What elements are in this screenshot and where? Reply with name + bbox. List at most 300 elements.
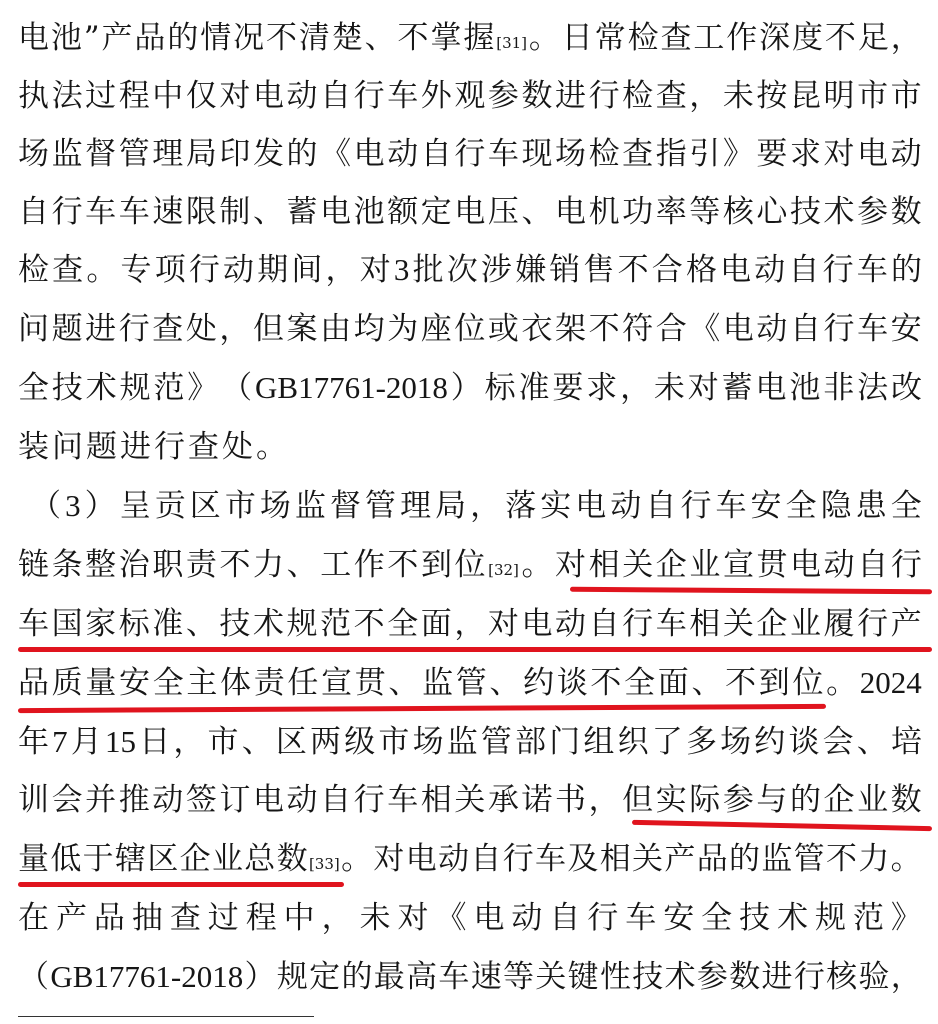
text-segment: 技 — [219, 606, 251, 642]
text-segment: 技 — [632, 959, 664, 995]
text-segment: ” — [83, 20, 100, 56]
text-segment: 织 — [617, 724, 649, 760]
text-segment: 动 — [286, 78, 318, 114]
text-segment: 术 — [85, 370, 117, 406]
text-segment: 查 — [660, 20, 692, 56]
text-segment: 安 — [890, 311, 922, 347]
text-segment: ） — [244, 959, 276, 995]
text-segment: 规 — [276, 959, 308, 995]
text-segment: 电 — [405, 841, 437, 877]
text-segment: 指 — [655, 136, 687, 172]
text-segment: 深 — [759, 20, 791, 56]
text-segment: 未 — [722, 78, 754, 114]
text-segment: 呈 — [119, 488, 151, 524]
text-segment: 总 — [244, 841, 276, 877]
text-segment: 贯 — [354, 665, 386, 701]
text-segment: 患 — [855, 488, 887, 524]
text-segment: 案 — [286, 311, 318, 347]
text-segment: 》 — [187, 370, 219, 406]
text-segment: 面 — [420, 606, 452, 642]
text-segment: 贡 — [154, 488, 186, 524]
text-segment: 数 — [729, 959, 761, 995]
text-segment: 技 — [789, 194, 821, 230]
text-segment: 场 — [412, 724, 444, 760]
text-line-5 — [18, 250, 922, 290]
text-segment: 由 — [320, 311, 352, 347]
text-segment: 自 — [320, 782, 352, 818]
text-segment: 了 — [651, 724, 683, 760]
text-segment: 力 — [858, 841, 890, 877]
text-segment: 全 — [18, 370, 49, 406]
text-segment: GB17761-2018 — [50, 959, 244, 994]
text-segment: 业 — [211, 841, 243, 877]
text-segment: 电 — [790, 547, 822, 583]
text-segment: 到 — [758, 665, 790, 701]
text-segment: 行 — [622, 606, 654, 642]
text-segment: 自 — [588, 606, 620, 642]
text-segment: 7 — [52, 724, 68, 759]
text-segment: 培 — [890, 724, 922, 760]
text-segment: 行 — [188, 252, 220, 288]
text-segment: 进 — [85, 311, 117, 347]
text-segment: 任 — [287, 665, 319, 701]
text-segment: 对 — [687, 370, 719, 406]
text-segment: 按 — [756, 78, 788, 114]
text-segment: 数 — [521, 78, 553, 114]
text-segment: 场 — [259, 488, 291, 524]
text-segment: 力 — [253, 547, 285, 583]
text-segment: 嫌 — [515, 252, 547, 288]
text-segment: 、 — [691, 665, 723, 701]
text-segment: 车 — [857, 311, 889, 347]
text-segment: 法 — [857, 370, 889, 406]
text-segment: 3 — [393, 252, 410, 287]
text-segment: 技 — [739, 900, 771, 936]
text-segment: 观 — [454, 78, 486, 114]
text-segment: 际 — [689, 782, 721, 818]
text-segment: 国 — [51, 606, 83, 642]
text-segment: 准 — [518, 370, 550, 406]
text-segment: 车 — [387, 782, 419, 818]
text-segment: 电 — [320, 194, 352, 230]
text-segment: 监 — [51, 136, 83, 172]
text-segment: 品 — [18, 665, 49, 701]
text-segment: 速 — [152, 194, 184, 230]
text-segment: 场 — [720, 724, 752, 760]
text-segment: 中 — [152, 78, 184, 114]
text-segment: 局 — [435, 488, 467, 524]
text-segment: 家 — [85, 606, 117, 642]
text-segment: 工 — [320, 547, 352, 583]
text-segment: 管 — [480, 724, 512, 760]
text-segment: 改 — [890, 370, 922, 406]
text-segment: 间 — [291, 252, 323, 288]
text-segment: 中 — [283, 900, 315, 936]
text-segment: 市 — [224, 488, 256, 524]
text-segment: 产 — [890, 606, 922, 642]
text-segment: 条 — [51, 547, 83, 583]
text-segment: 谈 — [788, 724, 820, 760]
text-segment: 订 — [219, 782, 251, 818]
text-segment: 。 — [341, 841, 373, 877]
text-segment: 电 — [521, 606, 553, 642]
text-segment: 的 — [167, 20, 199, 56]
text-segment: 池 — [353, 194, 385, 230]
text-segment: 动 — [286, 782, 318, 818]
text-segment: 市 — [207, 724, 239, 760]
text-segment: （ — [30, 488, 62, 524]
text-segment: ， — [620, 370, 652, 406]
text-segment: 行 — [353, 782, 385, 818]
text-segment: 企 — [823, 782, 855, 818]
text-segment: 程 — [245, 900, 277, 936]
text-segment: 监 — [446, 724, 478, 760]
text-segment: 压 — [487, 194, 519, 230]
text-segment: 技 — [51, 370, 83, 406]
text-segment: ， — [321, 900, 353, 936]
text-segment: 关 — [535, 959, 567, 995]
text-segment: 责 — [185, 547, 217, 583]
text-segment: 监 — [294, 488, 326, 524]
text-segment: 准 — [152, 606, 184, 642]
text-segment: 况 — [233, 20, 265, 56]
text-segment: 不 — [590, 665, 622, 701]
text-segment: 业 — [857, 782, 889, 818]
text-line-6 — [18, 309, 922, 349]
text-segment: 、 — [286, 547, 318, 583]
text-segment: 对 — [373, 841, 405, 877]
text-segment: ， — [173, 724, 205, 760]
text-segment: 。 — [826, 665, 858, 701]
text-segment: 现 — [521, 136, 553, 172]
text-segment: 昆 — [789, 78, 821, 114]
text-segment: 范 — [153, 370, 185, 406]
text-segment: 查 — [622, 136, 654, 172]
text-segment: 非 — [823, 370, 855, 406]
text-segment: 诺 — [521, 782, 553, 818]
text-segment: 常 — [594, 20, 626, 56]
text-segment: 业 — [689, 547, 721, 583]
text-segment: 产 — [101, 20, 133, 56]
text-segment: 动 — [610, 488, 642, 524]
text-segment: 月 — [70, 724, 102, 760]
text-segment: 门 — [549, 724, 581, 760]
text-segment: 品 — [134, 20, 166, 56]
text-segment: 法 — [51, 78, 83, 114]
text-segment: 行 — [353, 78, 385, 114]
text-segment: 、 — [489, 665, 521, 701]
text-segment: 市 — [890, 78, 922, 114]
text-segment: 会 — [51, 782, 83, 818]
text-segment: 行 — [454, 136, 486, 172]
text-segment: 对 — [397, 900, 429, 936]
text-segment: 参 — [857, 194, 889, 230]
text-segment: 率 — [655, 194, 687, 230]
text-segment: 池 — [789, 370, 821, 406]
text-segment: 不 — [617, 252, 649, 288]
text-segment: 的 — [890, 252, 922, 288]
text-segment: 或 — [487, 311, 519, 347]
text-segment: ， — [325, 252, 357, 288]
text-segment: 情 — [200, 20, 232, 56]
text-segment: 题 — [51, 311, 83, 347]
text-segment: 3 — [65, 488, 81, 523]
text-segment: 谈 — [556, 665, 588, 701]
text-segment: 自 — [788, 252, 820, 288]
text-segment: 动 — [438, 841, 470, 877]
text-segment: 电 — [252, 78, 284, 114]
text-segment: GB17761-2018 — [255, 370, 448, 405]
text-segment: 、 — [388, 665, 420, 701]
text-segment: ， — [470, 488, 502, 524]
text-segment: 标 — [118, 606, 150, 642]
text-segment: 不 — [397, 20, 429, 56]
text-segment: 合 — [655, 311, 687, 347]
text-segment: 。 — [521, 547, 553, 583]
text-segment: 位 — [454, 547, 486, 583]
text-segment: 清 — [298, 20, 330, 56]
text-segment: 隐 — [820, 488, 852, 524]
text-segment: 自 — [789, 311, 821, 347]
text-segment: 。 — [528, 20, 560, 56]
text-line-14 — [18, 780, 922, 820]
text-segment: 数 — [890, 782, 922, 818]
text-segment: 动 — [511, 900, 543, 936]
text-segment: 全 — [624, 665, 656, 701]
text-segment: 约 — [523, 665, 555, 701]
text-segment: 范 — [320, 606, 352, 642]
text-segment: 术 — [252, 606, 284, 642]
text-segment: 区 — [275, 724, 307, 760]
text-segment: 《 — [435, 900, 467, 936]
text-segment: 不 — [725, 665, 757, 701]
text-segment: 位 — [792, 665, 824, 701]
text-segment: 动 — [823, 547, 855, 583]
text-segment: 企 — [179, 841, 211, 877]
text-segment: 不 — [387, 547, 419, 583]
text-line-10: 链 条 整 治 职 责 不 力 、 工 作 不 到 位 [32] 。 对 相 关 企 业 宣 贯 电 动 自 行 — [18, 547, 922, 583]
text-segment: 量 — [85, 665, 117, 701]
text-segment: 对 — [823, 136, 855, 172]
text-segment: 自 — [470, 841, 502, 877]
text-segment: 度 — [792, 20, 824, 56]
text-segment: 对 — [555, 547, 587, 583]
text-segment: 印 — [219, 136, 251, 172]
text-segment: 期 — [257, 252, 289, 288]
text-segment: 》 — [722, 136, 754, 172]
text-segment: 不 — [588, 311, 620, 347]
text-segment: ， — [454, 606, 486, 642]
text-segment: 限 — [185, 194, 217, 230]
text-segment: 全 — [387, 606, 419, 642]
text-line-4 — [18, 192, 922, 232]
text-segment: 对 — [487, 606, 519, 642]
text-segment: 查 — [169, 900, 201, 936]
text-segment: 整 — [85, 547, 117, 583]
text-segment: 握 — [463, 20, 495, 56]
text-segment: 专 — [120, 252, 152, 288]
text-segment: 未 — [653, 370, 685, 406]
text-segment: 动 — [223, 252, 255, 288]
text-segment: 速 — [470, 959, 502, 995]
text-segment: 行 — [680, 488, 712, 524]
text-segment: 不 — [826, 841, 857, 877]
text-segment: 电 — [720, 252, 752, 288]
text-segment: 宣 — [722, 547, 754, 583]
text-segment: 主 — [186, 665, 218, 701]
text-segment: 等 — [689, 194, 721, 230]
text-segment: 数 — [890, 194, 922, 230]
text-segment: 额 — [387, 194, 419, 230]
text-segment: 验 — [858, 959, 890, 995]
text-segment: 售 — [583, 252, 615, 288]
text-segment: 作 — [726, 20, 758, 56]
text-segment: 产 — [664, 841, 696, 877]
text-segment: 检 — [627, 20, 659, 56]
text-segment: 参 — [487, 78, 519, 114]
text-segment: 。 — [890, 841, 922, 877]
text-segment: 动 — [756, 311, 788, 347]
text-segment: 不 — [265, 20, 297, 56]
text-segment: 全 — [890, 488, 922, 524]
text-segment: 》 — [890, 900, 922, 936]
highlight-underline — [18, 704, 826, 713]
text-segment: 链 — [18, 547, 49, 583]
text-segment: 管 — [793, 841, 825, 877]
text-segment: 与 — [756, 782, 788, 818]
text-segment: 的 — [286, 136, 318, 172]
text-segment: 区 — [147, 841, 179, 877]
text-segment: 进 — [761, 959, 793, 995]
text-segment: 不 — [824, 20, 856, 56]
highlight-underline — [632, 820, 932, 831]
text-segment: 并 — [85, 782, 117, 818]
text-segment: 池 — [50, 20, 82, 56]
text-segment: 过 — [85, 78, 117, 114]
text-segment: 工 — [693, 20, 725, 56]
text-segment: 衣 — [521, 311, 553, 347]
text-segment: 场 — [555, 136, 586, 172]
text-segment: 动 — [754, 252, 786, 288]
text-segment: 楚 — [331, 20, 363, 56]
text-line-7 — [18, 368, 922, 408]
text-line-3 — [18, 134, 922, 174]
text-segment: 心 — [756, 194, 788, 230]
text-segment: 日 — [561, 20, 593, 56]
text-segment: 理 — [400, 488, 432, 524]
text-segment: 关 — [454, 782, 486, 818]
text-segment: 行 — [822, 252, 854, 288]
text-segment: 关 — [622, 547, 654, 583]
text-segment: 发 — [252, 136, 284, 172]
text-segment: 检 — [588, 136, 620, 172]
text-segment: 全 — [701, 900, 733, 936]
text-segment: 蓄 — [721, 370, 753, 406]
text-segment: 低 — [50, 841, 82, 877]
footnote-separator — [18, 1016, 314, 1017]
text-segment: 《 — [320, 136, 352, 172]
text-segment: 《 — [689, 311, 721, 347]
text-segment: 仅 — [185, 78, 217, 114]
text-segment: 行 — [51, 194, 83, 230]
text-segment: 、 — [856, 724, 888, 760]
text-segment: 查 — [655, 78, 687, 114]
text-segment: 督 — [85, 136, 117, 172]
text-segment: 车 — [18, 606, 49, 642]
text-segment: 核 — [722, 194, 754, 230]
text-segment: 级 — [344, 724, 376, 760]
text-segment: 自 — [645, 488, 677, 524]
text-segment: 行 — [118, 311, 150, 347]
text-segment: 对 — [219, 78, 251, 114]
text-line-15: 量 低 于 辖 区 企 业 总 数 [33] 。 对 电 动 自 行 车 及 相 关 产 品 的 监 管 不 力 。 — [18, 841, 922, 877]
text-segment: 2024 — [859, 665, 922, 700]
text-segment: 次 — [446, 252, 478, 288]
text-segment: 自 — [420, 136, 452, 172]
text-segment: 部 — [515, 724, 547, 760]
text-segment: 为 — [387, 311, 419, 347]
text-segment: 车 — [625, 900, 657, 936]
text-segment: 监 — [422, 665, 454, 701]
text-segment: 程 — [118, 78, 150, 114]
text-segment: 监 — [761, 841, 793, 877]
text-segment: 术 — [664, 959, 696, 995]
text-segment: 电 — [722, 311, 754, 347]
text-segment: 均 — [353, 311, 385, 347]
text-segment: 电 — [473, 900, 505, 936]
text-segment: 合 — [651, 252, 683, 288]
text-segment: 理 — [152, 136, 184, 172]
text-segment: 自 — [320, 78, 352, 114]
text-segment: 的 — [729, 841, 761, 877]
text-segment: 规 — [815, 900, 847, 936]
text-segment: 求 — [586, 370, 618, 406]
text-segment: 行 — [588, 78, 620, 114]
text-segment: 管 — [365, 488, 397, 524]
text-segment: 键 — [567, 959, 599, 995]
text-segment: 电 — [252, 782, 284, 818]
text-segment: 承 — [487, 782, 519, 818]
text-segment: 架 — [555, 311, 586, 347]
text-segment: 外 — [420, 78, 452, 114]
text-segment: 安 — [119, 665, 151, 701]
text-segment: 的 — [341, 959, 373, 995]
text-segment: 企 — [655, 547, 687, 583]
text-segment: 足 — [857, 20, 889, 56]
text-segment: 治 — [118, 547, 150, 583]
text-segment: 在 — [18, 900, 49, 936]
text-segment: 电 — [755, 370, 787, 406]
text-segment: 品 — [93, 900, 125, 936]
text-segment: 车 — [535, 841, 567, 877]
text-segment: 、 — [185, 606, 217, 642]
text-line-8 — [18, 427, 922, 467]
text-segment: 术 — [823, 194, 855, 230]
text-segment: 座 — [420, 311, 452, 347]
text-segment: 组 — [583, 724, 615, 760]
text-segment: 辖 — [114, 841, 146, 877]
text-segment: 全 — [785, 488, 817, 524]
text-segment: 电 — [353, 136, 385, 172]
text-segment: 查 — [52, 252, 84, 288]
text-segment: 书 — [555, 782, 586, 818]
text-line-11 — [18, 604, 922, 644]
text-segment: （ — [221, 370, 253, 406]
text-segment: 性 — [599, 959, 631, 995]
text-segment: 局 — [185, 136, 217, 172]
text-segment: 行 — [823, 311, 855, 347]
text-segment: 品 — [696, 841, 728, 877]
